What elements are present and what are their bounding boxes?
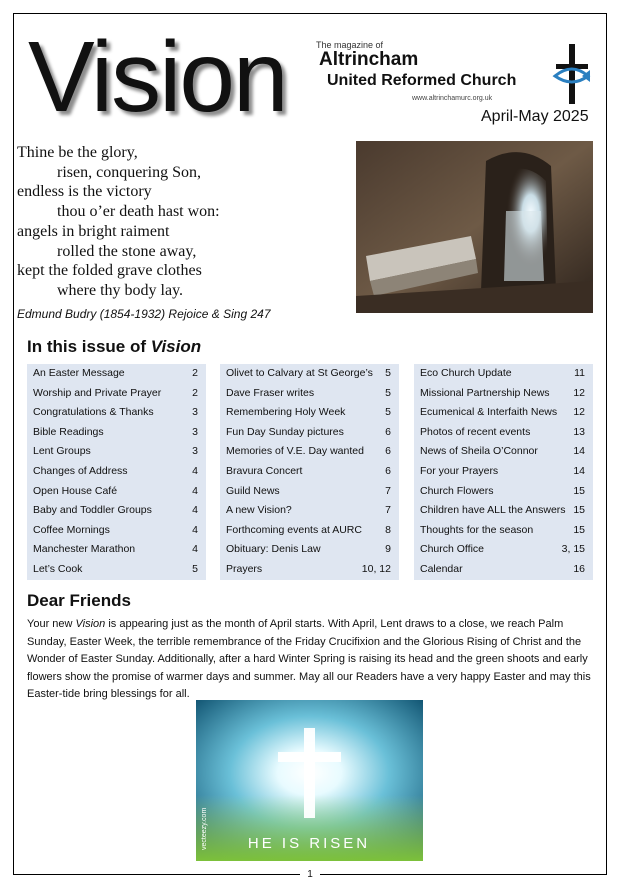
toc-entry — [27, 521, 206, 541]
image-caption: HE IS RISEN — [247, 835, 371, 852]
toc-entry-page: 2 — [192, 386, 198, 399]
toc-entry — [414, 364, 593, 384]
toc-entry-page: 6 — [385, 464, 391, 477]
toc-entry — [414, 501, 593, 521]
toc-entry — [27, 364, 206, 384]
toc-entry — [414, 462, 593, 482]
toc-entry-page: 3 — [192, 445, 198, 458]
toc-entry — [27, 442, 206, 462]
toc-entry-page: 16 — [573, 562, 585, 575]
toc-entry-title: Let’s Cook — [33, 562, 83, 575]
toc-entry — [220, 540, 399, 560]
cross-fish-logo-icon — [552, 44, 592, 104]
toc-entry-page: 13 — [573, 425, 585, 438]
hymn-line: where thy body lay. — [57, 281, 184, 299]
toc-column-1 — [27, 364, 206, 580]
toc-entry-page: 8 — [385, 523, 391, 536]
toc-entry-page: 14 — [573, 464, 585, 477]
toc-entry — [414, 442, 593, 462]
toc-entry — [220, 560, 399, 580]
body-text-italic: Vision — [75, 618, 106, 630]
toc-entry-title: Manchester Marathon — [33, 543, 136, 556]
hymn-line: kept the folded grave clothes — [17, 262, 202, 280]
toc-entry — [220, 462, 399, 482]
toc-heading-prefix: In this issue of — [27, 337, 151, 356]
image-watermark: vecteezy.com — [201, 807, 208, 850]
toc-entry-title: Thoughts for the season — [420, 523, 534, 536]
toc-entry-page: 6 — [385, 445, 391, 458]
toc-entry-title: For your Prayers — [420, 464, 499, 477]
toc-entry-page: 5 — [385, 406, 391, 419]
toc-heading — [27, 337, 201, 357]
toc-entry-title: Bravura Concert — [226, 464, 303, 477]
toc-entry-title: Congratulations & Thanks — [33, 406, 154, 419]
toc-entry-page: 4 — [192, 523, 198, 536]
hymn-line: rolled the stone away, — [57, 242, 197, 260]
toc-entry-page: 2 — [192, 367, 198, 379]
toc-entry — [414, 423, 593, 443]
toc-entry — [414, 482, 593, 502]
toc-entry — [414, 540, 593, 560]
toc-entry — [220, 521, 399, 541]
toc-entry-page: 4 — [192, 504, 198, 517]
toc-entry-title: Obituary: Denis Law — [226, 543, 321, 556]
toc-entry — [414, 521, 593, 541]
issue-date: April-May 2025 — [481, 108, 589, 125]
hymn-line: risen, conquering Son, — [57, 163, 201, 181]
empty-tomb-image — [356, 141, 593, 313]
toc-entry-page: 4 — [192, 464, 198, 477]
dear-friends-heading: Dear Friends — [27, 591, 131, 610]
toc-entry-title: Remembering Holy Week — [226, 406, 346, 419]
hymn-line: angels in bright raiment — [17, 222, 170, 240]
toc-entry-title: Memories of V.E. Day wanted — [226, 445, 364, 458]
toc-entry-title: Calendar — [420, 562, 463, 575]
dear-friends-body — [27, 616, 597, 704]
toc-entry-title: Eco Church Update — [420, 367, 512, 379]
toc-entry-page: 15 — [573, 484, 585, 497]
toc-entry — [27, 462, 206, 482]
toc-entry-title: Open House Café — [33, 484, 118, 497]
toc-entry-title: Church Office — [420, 543, 484, 556]
toc-entry-title: Lent Groups — [33, 445, 91, 458]
toc-entry — [414, 560, 593, 580]
toc-entry — [27, 560, 206, 580]
toc-entry-page: 3, 15 — [561, 543, 585, 556]
toc-entry — [220, 384, 399, 404]
toc-entry-page: 3 — [192, 406, 198, 419]
he-is-risen-image — [196, 700, 423, 861]
toc-entry-page: 6 — [385, 425, 391, 438]
toc-entry — [27, 403, 206, 423]
toc-entry-title: Prayers — [226, 562, 263, 575]
toc-entry-title: Worship and Private Prayer — [33, 386, 162, 399]
hymn-verse — [17, 143, 220, 301]
toc-entry-page: 14 — [573, 445, 585, 458]
toc-entry-title: Fun Day Sunday pictures — [226, 425, 344, 438]
toc-entry — [27, 501, 206, 521]
toc-entry-page: 5 — [192, 562, 198, 575]
magazine-title: Vision — [28, 21, 287, 133]
hymn-line: Thine be the glory, — [17, 144, 138, 161]
church-name-line1: Altrincham — [319, 49, 419, 70]
toc-entry-title: Baby and Toddler Groups — [33, 504, 152, 517]
toc-entry-title: Children have ALL the Answers — [420, 504, 566, 517]
toc-entry-page: 5 — [385, 367, 391, 379]
toc-entry-title: Guild News — [226, 484, 280, 497]
toc-entry-title: Changes of Address — [33, 464, 128, 477]
hymn-credit: Edmund Budry (1854-1932) Rejoice & Sing 247 — [17, 307, 271, 321]
toc-entry-page: 10, 12 — [361, 562, 391, 575]
toc-entry-page: 5 — [385, 386, 391, 399]
toc-entry — [220, 482, 399, 502]
body-text-pre: Your new — [27, 618, 76, 630]
toc-entry-page: 4 — [192, 484, 198, 497]
toc-entry — [220, 501, 399, 521]
toc-column-3 — [414, 364, 593, 580]
toc-entry — [27, 423, 206, 443]
toc-column-2 — [220, 364, 399, 580]
toc-entry — [27, 482, 206, 502]
toc-entry-title: A new Vision? — [226, 504, 292, 517]
hymn-line: thou o’er death hast won: — [57, 203, 220, 221]
toc-entry-title: Missional Partnership News — [420, 386, 550, 399]
toc-entry-page: 4 — [192, 543, 198, 556]
church-name-line2: United Reformed Church — [327, 72, 517, 89]
toc-entry — [27, 384, 206, 404]
toc-heading-italic: Vision — [150, 337, 202, 356]
magazine-of-label: The magazine of — [316, 40, 384, 50]
toc-entry — [414, 403, 593, 423]
toc-entry-title: Bible Readings — [33, 425, 104, 438]
toc-entry-page: 15 — [573, 504, 585, 517]
toc-entry-title: Ecumenical & Interfaith News — [420, 406, 558, 419]
toc-entry-title: Coffee Mornings — [33, 523, 110, 536]
toc-entry-title: News of Sheila O’Connor — [420, 445, 538, 458]
toc-entry-title: Photos of recent events — [420, 425, 531, 438]
toc-entry-title: Church Flowers — [420, 484, 494, 497]
toc-entry-page: 12 — [573, 386, 585, 399]
hymn-line: endless is the victory — [17, 183, 152, 201]
toc-entry-page: 15 — [573, 523, 585, 536]
toc-entry-page: 3 — [192, 425, 198, 438]
toc-entry-page: 7 — [385, 504, 391, 517]
toc-entry — [27, 540, 206, 560]
toc-entry-title: An Easter Message — [33, 367, 125, 379]
body-text-post: is appearing just as the month of April starts. With April, Lent draws to a close, we reach Palm Sunday, Easter Week, the terrible remembrance of the Friday Crucifixion and the Glorious Rising of Christ and the Wonder of Easter Sunday. Additionally, after a hard Winter Spring is raising its head and the green shoots and early flowers show the promise of warmer days and summer. May all our Readers have a very happy Easter and may this Easter-tide bring blessings for all. — [27, 618, 591, 701]
toc-entry — [414, 384, 593, 404]
toc-entry-page: 12 — [573, 406, 585, 419]
toc-entry — [220, 403, 399, 423]
toc-entry — [220, 442, 399, 462]
toc-entry-page: 9 — [385, 543, 391, 556]
church-website: www.altrinchamurc.org.uk — [412, 95, 493, 102]
toc-entry-title: Forthcoming events at AURC — [226, 523, 362, 536]
page-number: 1 — [300, 868, 320, 882]
toc-entry-title: Olivet to Calvary at St George’s — [226, 367, 373, 379]
toc-entry-page: 7 — [385, 484, 391, 497]
toc-entry-page: 11 — [574, 367, 585, 379]
toc-entry — [220, 364, 399, 384]
toc-entry — [220, 423, 399, 443]
toc-entry-title: Dave Fraser writes — [226, 386, 315, 399]
